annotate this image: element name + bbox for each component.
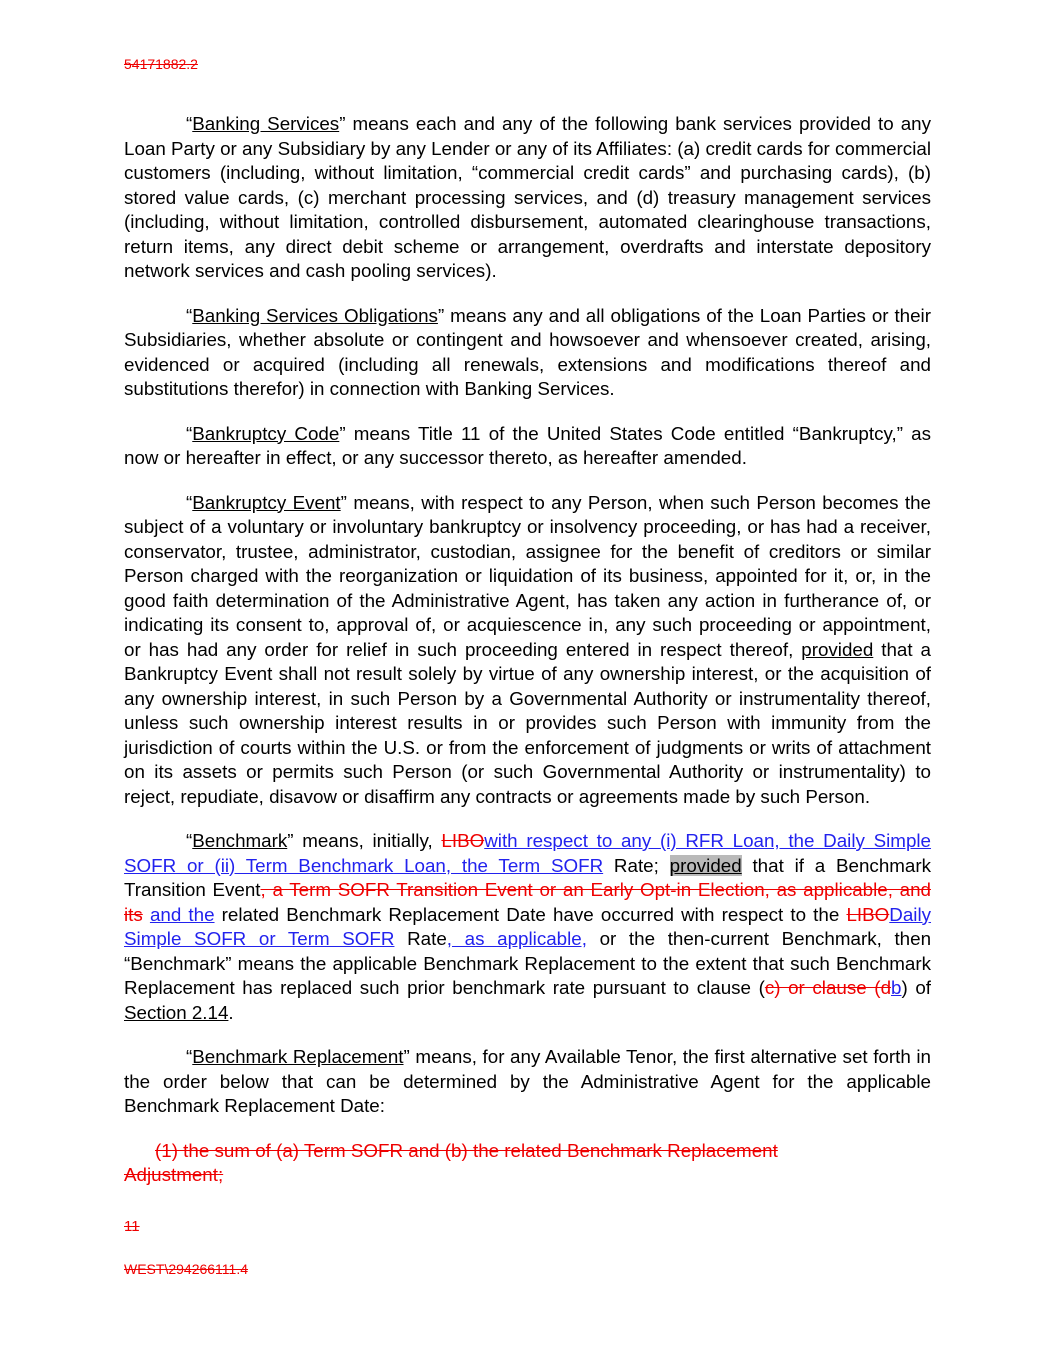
doc-number [124, 56, 198, 73]
text-run: ” means any and all obligations of the Loan Parties or their Subsidiaries, whether absolute or contingent and howsoever and whensoever created, arising, evidenced or acquired (including all renewals, extensions and modifications thereof and substitutions therefor) in connection with Banking Services. [124, 304, 931, 399]
footer-doc-id-text: WEST\294266111.4 [124, 1261, 249, 1277]
text-run: . [228, 1001, 234, 1023]
text-run: ” means, initially, [287, 830, 442, 851]
paragraph [124, 1045, 931, 1119]
underlined-term: Banking Services Obligations [192, 304, 438, 326]
inserted-text: with respect to any (i) RFR Loan, the Daily Simple SOFR or (ii) Term Benchmark Loan, the Term SOFR [124, 830, 932, 876]
text-run: that if a Benchmark Transition Event [124, 854, 931, 900]
inserted-text: Daily Simple SOFR or Term SOFR [124, 903, 932, 949]
text-run: ” means, for any Available Tenor, the first alternative set forth in the order below that can be determined by the Administrative Agent for the applicable Benchmark Replacement Date: [124, 1046, 931, 1116]
underlined-term: Bankruptcy Event [192, 491, 341, 513]
paragraph [124, 1139, 836, 1188]
underlined-term: Banking Services [192, 113, 340, 134]
footer-doc-id [124, 1261, 248, 1277]
text-run: “ [186, 491, 193, 513]
paragraph [124, 304, 931, 402]
paragraph [124, 829, 931, 1025]
doc-number-text: 54171882.2 [124, 56, 198, 72]
deleted-text: LIBO [846, 903, 890, 925]
text-run: “ [186, 422, 193, 444]
text-run [143, 904, 150, 925]
highlighted-text: provided [669, 854, 742, 876]
paragraph [124, 491, 931, 810]
deleted-text: LIBO [441, 830, 485, 851]
deleted-text: c) or clause (d [764, 977, 892, 998]
underlined-term: Section 2.14 [124, 1001, 229, 1023]
text-run: that a Bankruptcy Event shall not result solely by virtue of any ownership interest, or the acquisition of any ownership interest, in such Person by a Governmental Authority or instrumentality thereof, unless such ownership interest results in or provides such Person with immunity from the jurisdiction of courts within the U.S. or from the enforcement of judgments or writs of attachment on its assets or permits such Person (or such Governmental Authority or instrumentality) to reject, repudiate, disavow or disaffirm any contracts or agreements made by such Person. [124, 638, 931, 807]
page-number-text: 11 [124, 1218, 140, 1235]
inserted-text: b [891, 977, 902, 998]
document-body [124, 112, 931, 1208]
text-run: related Benchmark Replacement Date have occurred with respect to the [214, 903, 847, 925]
page-number [124, 1218, 140, 1235]
text-run: ” means each and any of the following bank services provided to any Loan Party or any Subsidiary by any Lender or any of its Affiliates: (a) credit cards for commercial customers (including, without limitation, “commercial credit cards” and purchasing cards), (b) stored value cards, (c) merchant processing services, and (d) treasury management services (including, without limitation, controlled disbursement, automated clearinghouse transactions, return items, any direct debit scheme or arrangement, overdrafts and interstate depository network services and cash pooling services). [124, 113, 931, 281]
paragraph [124, 112, 931, 284]
underlined-term: provided [801, 638, 874, 660]
text-run: Rate [394, 928, 447, 949]
text-run: Rate; [603, 854, 670, 876]
text-run: “ [186, 304, 193, 326]
inserted-text: and the [149, 903, 215, 925]
underlined-term: Benchmark [192, 830, 288, 851]
underlined-term: Benchmark Replacement [192, 1046, 404, 1067]
text-run: “ [186, 1046, 193, 1067]
text-run: ” means Title 11 of the United States Code entitled “Bankruptcy,” as now or hereafter in effect, or any successor thereto, as hereafter amended. [124, 422, 931, 468]
underlined-term: Bankruptcy Code [192, 422, 340, 444]
text-run: or the then-current Benchmark, then “Benchmark” means the applicable Benchmark Replacement to the extent that such Benchmark Replacement has replaced such prior benchmark rate pursuant to clause ( [124, 928, 932, 998]
deleted-text: , a Term SOFR Transition Event or an Early Opt-in Election, as applicable, and its [124, 879, 931, 925]
paragraph [124, 422, 931, 471]
deleted-text: (1) the sum of (a) Term SOFR and (b) the related Benchmark Replacement Adjustment; [124, 1139, 778, 1185]
text-run: “ [186, 113, 193, 134]
text-run: “ [186, 830, 193, 851]
inserted-text: , as applicable, [446, 928, 587, 949]
text-run: ” means, with respect to any Person, when such Person becomes the subject of a voluntary or involuntary bankruptcy or insolvency proceeding, or has had a receiver, conservator, trustee, administrator, custodian, assignee for the benefit of creditors or similar Person charged with the reorganization or liquidation of its business, appointed for it, or, in the good faith determination of the Administrative Agent, has taken any action in furtherance of, or indicating its consent to, approval of, or acquiescence in, any such proceeding or appointment, or has had any order for relief in such proceeding entered in respect thereof, [124, 491, 931, 660]
text-run: ) of [901, 977, 931, 998]
